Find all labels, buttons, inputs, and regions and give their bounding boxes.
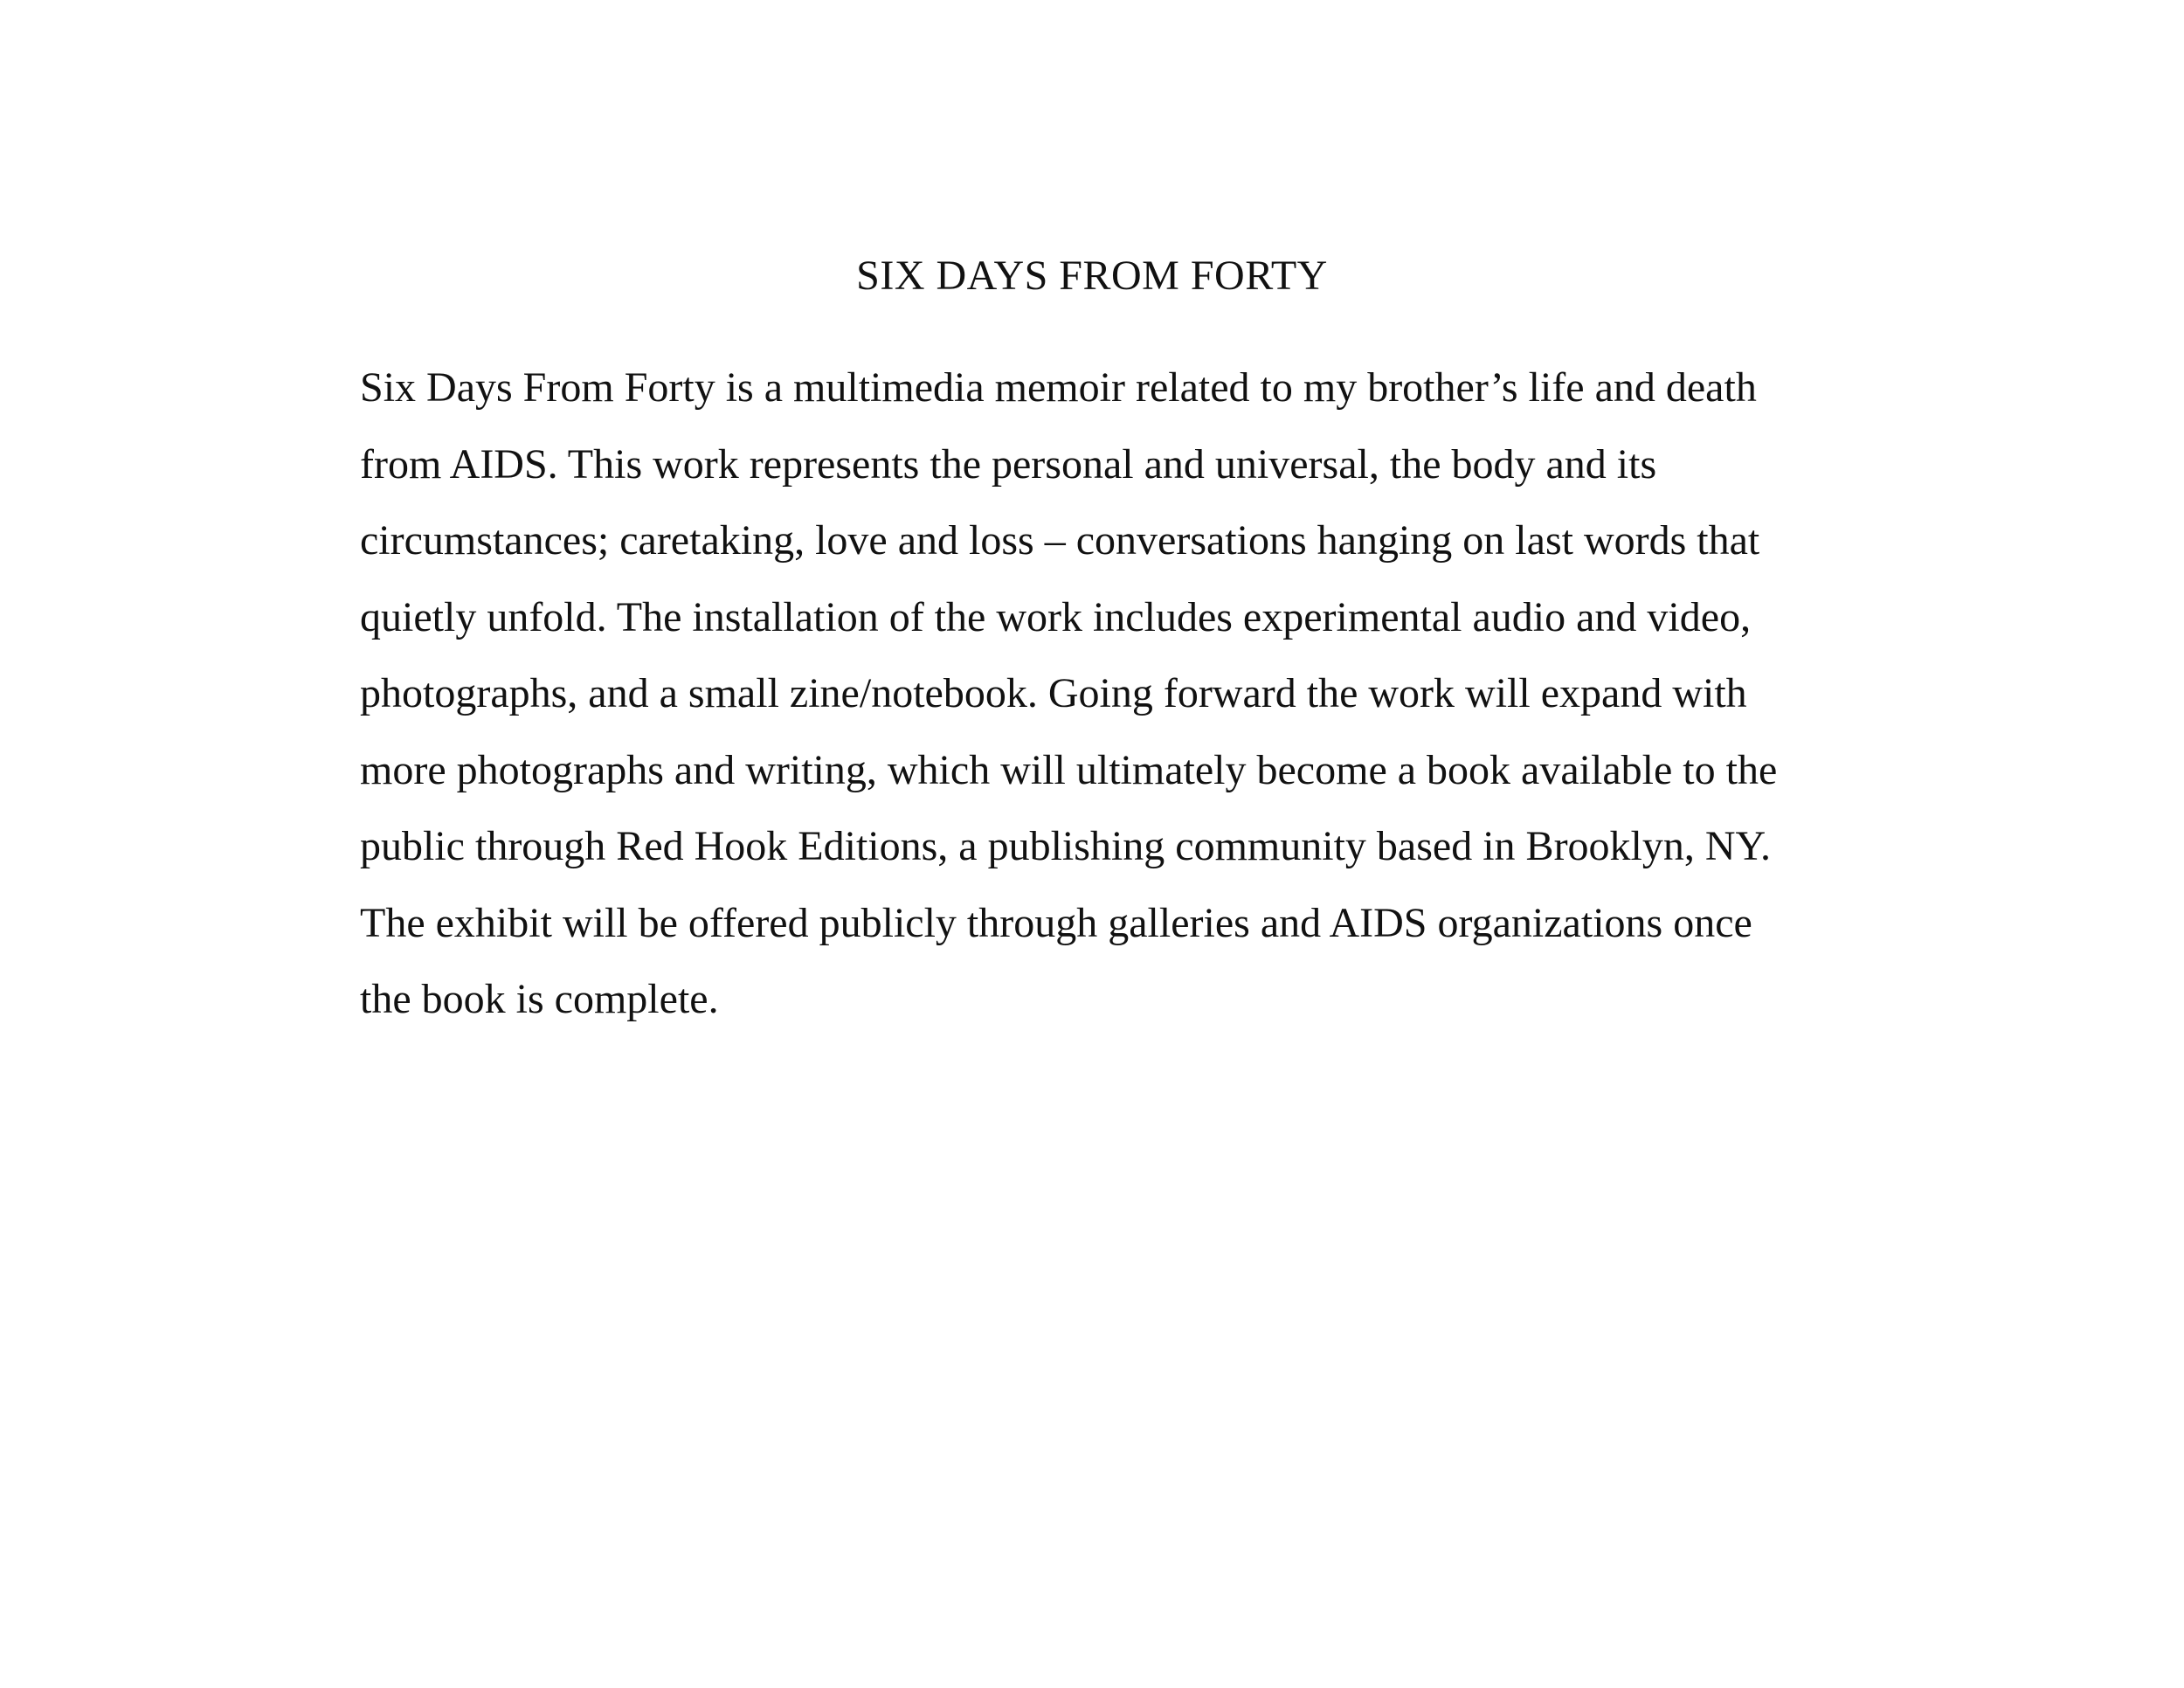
paragraph-line: from AIDS. This work represents the personal and universal, the body and its — [360, 440, 1657, 488]
paragraph-line: more photographs and writing, which will ultimately become a book available to the — [360, 746, 1778, 793]
page-title: SIX DAYS FROM FORTY — [856, 253, 1328, 299]
body-paragraph — [360, 349, 1897, 1038]
paragraph-line: The exhibit will be offered publicly through galleries and AIDS organizations once — [360, 899, 1752, 946]
paragraph-line: the book is complete. — [360, 976, 719, 1022]
paragraph-line: photographs, and a small zine/notebook. Going forward the work will expand with — [360, 670, 1747, 716]
paragraph-line: public through Red Hook Editions, a publishing community based in Brooklyn, NY. — [360, 823, 1772, 869]
paragraph-line: Six Days From Forty is a multimedia memoir related to my brother’s life and death — [360, 364, 1757, 411]
paragraph-line: quietly unfold. The installation of the work includes experimental audio and video, — [360, 593, 1752, 640]
paragraph-line: circumstances; caretaking, love and loss – conversations hanging on last words that — [360, 517, 1760, 564]
